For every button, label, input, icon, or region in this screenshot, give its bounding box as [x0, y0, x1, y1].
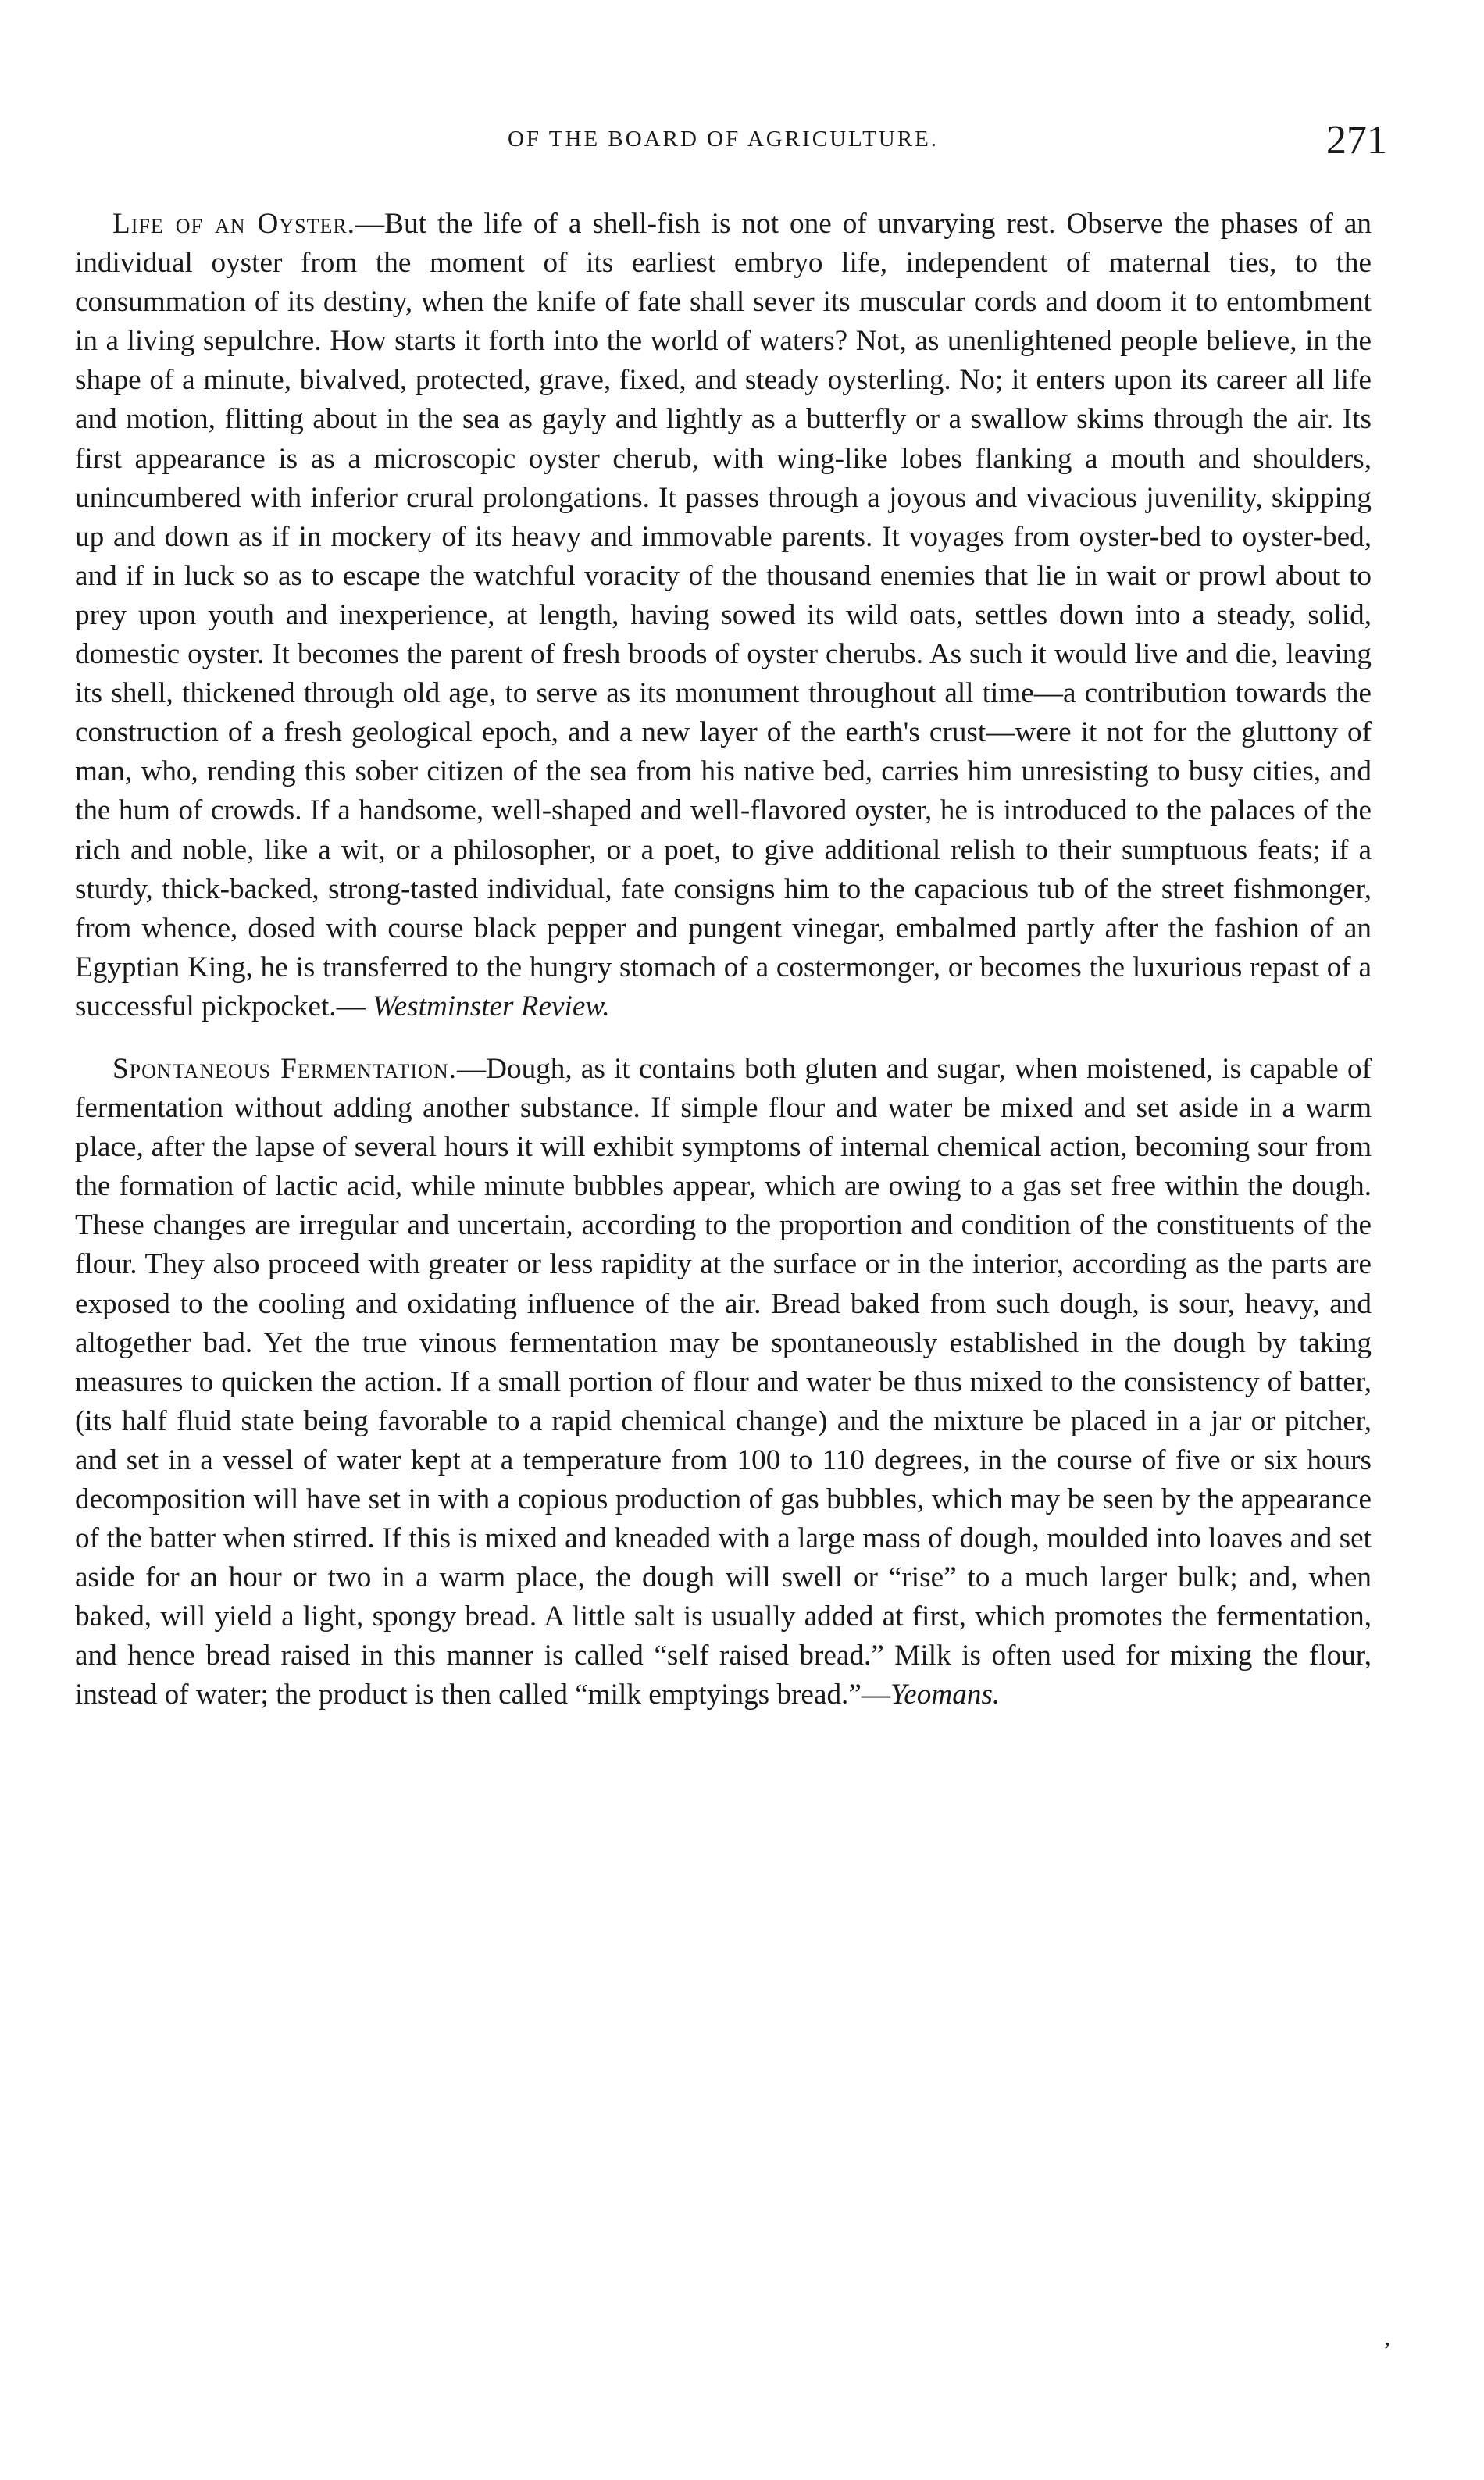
article-paragraph	[75, 205, 1372, 1026]
article-source: Westminster Review.	[373, 990, 610, 1022]
article-oyster	[75, 205, 1372, 1026]
book-page	[75, 117, 1387, 1715]
running-title: OF THE BOARD OF AGRICULTURE.	[507, 127, 940, 152]
article-fermentation	[75, 1050, 1372, 1715]
running-head	[75, 117, 1387, 164]
article-heading: Spontaneous Fermentation.	[112, 1052, 457, 1085]
article-source: Yeomans.	[890, 1679, 1001, 1711]
article-body: —Dough, as it contains both gluten and sugar, when moistened, is capable of fermentation without adding another substance. If simple flour and water be mixed and set aside in a warm place, after the lapse of several hours it will exhibit symptoms of internal chemical action, becoming sour from the formation of lactic acid, while minute bubbles appear, which are owing to a gas set free within the dough. These changes are irregular and uncertain, according to the proportion and condition of the constituents of the flour. They also proceed with greater or less rapidity at the surface or in the interior, according as the parts are exposed to the cooling and oxidating influence of the air. Bread baked from such dough, is sour, heavy, and altogether bad. Yet the true vinous fermentation may be spontaneously established in the dough by taking measures to quicken the action. If a small portion of flour and water be thus mixed to the consistency of batter, (its half fluid state being favorable to a rapid chemical change) and the mixture be placed in a jar or pitcher, and set in a vessel of water kept at a temperature from 100 to 110 degrees, in the course of five or six hours decomposition will have set in with a copious production of gas bubbles, which may be seen by the appearance of the batter when stirred. If this is mixed and kneaded with a large mass of dough, moulded into loaves and set aside for an hour or two in a warm place, the dough will swell or “rise” to a much larger bulk; and, when baked, will yield a light, spongy bread. A little salt is usually added at first, which promotes the fermentation, and hence bread raised in this manner is called “self raised bread.” Milk is often used for mixing the flour, instead of water; the product is then called “milk emptyings bread.”—	[75, 1052, 1372, 1711]
page-number: 271	[1326, 118, 1387, 162]
article-paragraph	[75, 1050, 1372, 1715]
stray-mark: ,	[1384, 2325, 1390, 2350]
article-heading: Life of an Oyster.	[112, 208, 355, 240]
article-body: —But the life of a shell-fish is not one of unvarying rest. Observe the phases of an individual oyster from the moment of its earliest embryo life, independent of maternal ties, to the consummation of its destiny, when the knife of fate shall sever its muscular cords and doom it to entombment in a living sepulchre. How starts it forth into the world of waters? Not, as unenlightened people believe, in the shape of a minute, bivalved, protected, grave, fixed, and steady oysterling. No; it enters upon its career all life and motion, flitting about in the sea as gayly and lightly as a butterfly or a swallow skims through the air. Its first appearance is as a microscopic oyster cherub, with wing-like lobes flanking a mouth and shoulders, unincumbered with inferior crural prolongations. It passes through a joyous and vivacious juvenility, skipping up and down as if in mockery of its heavy and immovable parents. It voyages from oyster-bed to oyster-bed, and if in luck so as to escape the watchful voracity of the thousand enemies that lie in wait or prowl about to prey upon youth and inexperience, at length, having sowed its wild oats, settles down into a steady, solid, domestic oyster. It becomes the parent of fresh broods of oyster cherubs. As such it would live and die, leaving its shell, thickened through old age, to serve as its monument throughout all time—a contribution towards the construction of a fresh geological epoch, and a new layer of the earth's crust—were it not for the gluttony of man, who, rending this sober citizen of the sea from his native bed, carries him unresisting to busy cities, and the hum of crowds. If a handsome, well-shaped and well-flavored oyster, he is introduced to the palaces of the rich and noble, like a wit, or a philosopher, or a poet, to give additional relish to their sumptuous feats; if a sturdy, thick-backed, strong-tasted individual, fate consigns him to the capacious tub of the street fishmonger, from whence, dosed with course black pepper and pungent vinegar, embalmed partly after the fashion of an Egyptian King, he is transferred to the hungry stomach of a costermonger, or becomes the luxurious repast of a successful pickpocket.—	[75, 208, 1372, 1022]
